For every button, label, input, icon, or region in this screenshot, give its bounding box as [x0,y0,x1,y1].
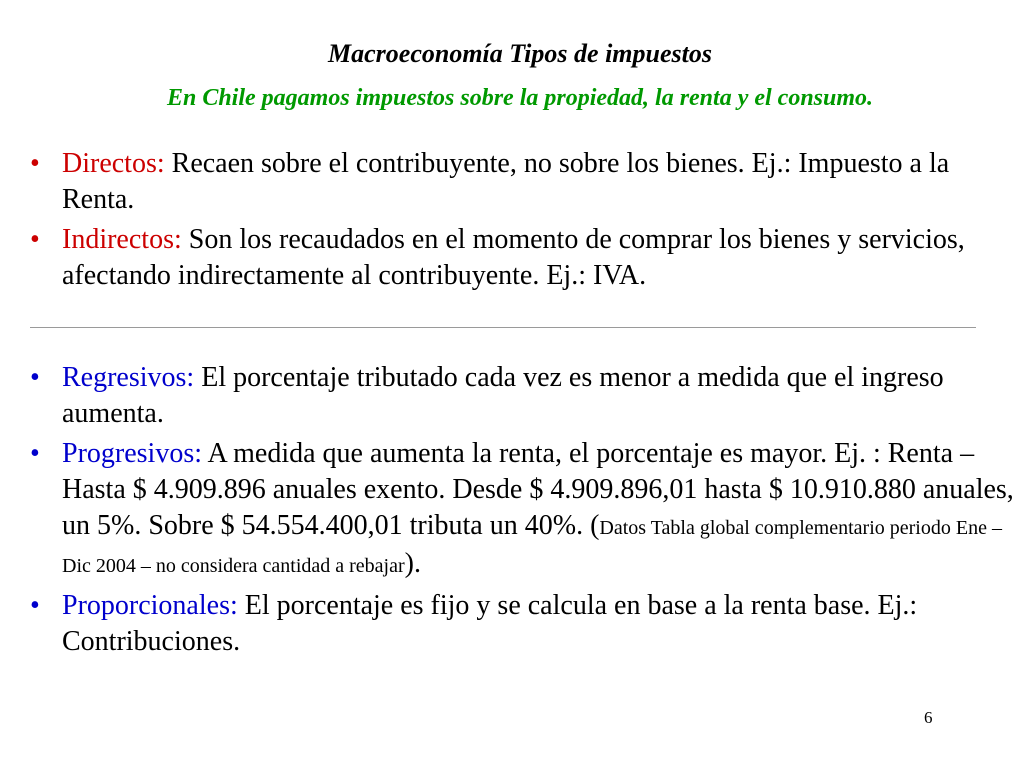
bullet-glyph: • [30,362,40,393]
description-proporcionales: El porcentaje es fijo y se calcula en base a la renta base. Ej.: Contribuciones. [62,590,918,657]
tax-progression-list [30,360,1020,664]
slide-subtitle: En Chile pagamos impuestos sobre la propiedad, la renta y el consumo. [166,85,874,111]
list-item-progresivos [30,436,1020,584]
bullet-glyph: • [30,438,40,469]
term-proporcionales: Proporcionales: [62,590,238,621]
direct-indirect-list [30,146,1020,298]
bullet-glyph: • [30,224,40,255]
bullet-glyph: • [30,148,40,179]
section-divider [30,327,976,328]
description-indirectos: Son los recaudados en el momento de comprar los bienes y servicios, afectando indirectamente al contribuyente. Ej.: IVA. [62,224,965,291]
term-regresivos: Regresivos: [62,362,195,393]
term-progresivos: Progresivos: [62,438,202,469]
source-note: Datos Tabla global complementario periodo Ene – Dic 2004 – no considera cantidad a rebajar [62,517,1002,577]
list-item-proporcionales [30,588,1020,660]
slide-title: Macroeconomía Tipos de impuestos [328,39,712,68]
term-directos: Directos: [62,148,165,179]
description-progresivos: A medida que aumenta la renta, el porcentaje es mayor. Ej. : Renta – Hasta $ 4.909.896 anuales exento. Desde $ 4.909.896,01 hasta $ 10.910.880 anuales, un 5%. Sobre $ 54.554.400,01 tributa un 40%. ( [62,438,1014,541]
page-number: 6 [924,708,933,727]
list-item-indirectos [30,222,1020,294]
list-item-regresivos [30,360,1020,432]
description-directos: Recaen sobre el contribuyente, no sobre los bienes. Ej.: Impuesto a la Renta. [62,148,950,215]
description-progresivos-tail: ). [404,548,421,579]
bullet-glyph: • [30,590,40,621]
description-regresivos: El porcentaje tributado cada vez es menor a medida que el ingreso aumenta. [62,362,944,429]
term-indirectos: Indirectos: [62,224,182,255]
list-item-directos [30,146,1020,218]
